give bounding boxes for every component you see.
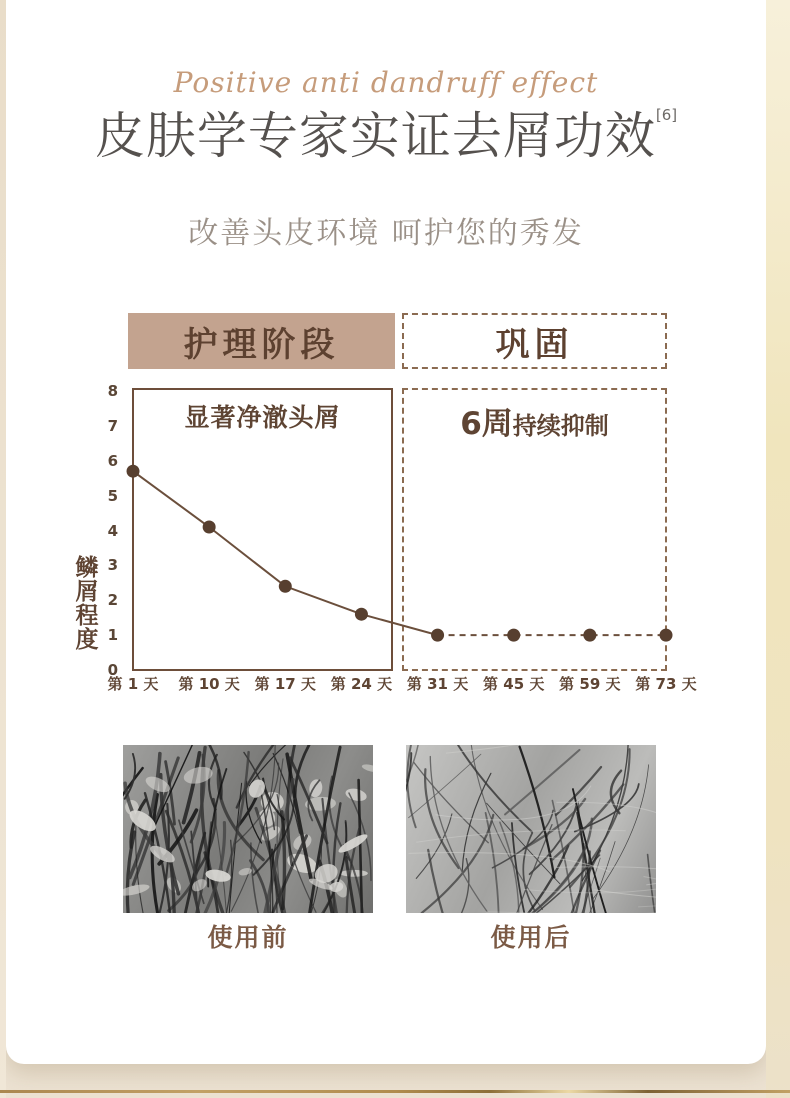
annotation-consolidate-rest: 持续抑制	[512, 412, 609, 440]
page-title: 皮肤学专家实证去屑功效	[94, 107, 656, 165]
title-row	[6, 106, 766, 166]
y-tick-label: 1	[107, 626, 118, 645]
title-footnote-marker: [6]	[655, 106, 678, 124]
right-edge-strip	[766, 0, 790, 1098]
x-tick-label: 第 17 天	[254, 675, 316, 693]
hair-stroke	[593, 765, 649, 899]
y-tick-label: 3	[107, 556, 118, 575]
page-subtitle: 改善头皮环境 呵护您的秀发	[188, 216, 584, 251]
scalp-photo-after-graphic	[406, 745, 656, 913]
y-tick-label: 0	[107, 661, 118, 679]
y-tick-label: 8	[107, 382, 118, 400]
phase-header-care-label: 护理阶段	[183, 324, 340, 365]
scalp-photo-after	[406, 745, 656, 913]
phase-header-care	[128, 313, 395, 369]
scalp-sheen-line	[594, 889, 656, 900]
scalp-sheen-line	[409, 853, 611, 872]
dandruff-flake	[361, 763, 373, 774]
y-tick-label: 2	[107, 591, 118, 610]
y-axis-title-char: 鳞	[75, 555, 99, 581]
x-tick-label: 第 31 天	[406, 675, 469, 693]
x-tick-label: 第 1 天	[107, 675, 159, 693]
hair-stroke	[486, 813, 499, 913]
hair-stroke	[575, 784, 639, 832]
scalp-photo-before-graphic	[123, 745, 373, 913]
hair-stroke	[209, 755, 217, 810]
x-tick-label: 第 73 天	[635, 675, 697, 693]
y-axis-title-char: 度	[75, 627, 99, 653]
phase-header-consolidate	[402, 313, 667, 369]
hair-stroke	[282, 812, 285, 909]
y-tick-label: 4	[107, 521, 118, 540]
y-tick-label: 5	[107, 486, 118, 505]
annotation-consolidate-weeks: 6周	[460, 406, 513, 442]
hair-stroke	[409, 754, 481, 818]
y-tick-label: 7	[107, 416, 118, 435]
x-tick-label: 第 24 天	[330, 675, 393, 693]
after-label: 使用后	[490, 923, 572, 952]
y-tick-label: 6	[107, 451, 118, 470]
x-tick-label: 第 45 天	[483, 675, 545, 693]
eyebrow-text: Positive anti dandruff effect	[173, 66, 599, 99]
annotation-consolidate	[402, 398, 667, 443]
y-axis-title-char: 程	[75, 603, 99, 629]
x-tick-label: 第 10 天	[178, 675, 240, 693]
x-tick-label: 第 59 天	[559, 675, 621, 693]
dandruff-flake	[344, 787, 368, 803]
hair-stroke	[505, 750, 579, 815]
annotation-care: 显著净澈头屑	[184, 403, 341, 432]
before-label: 使用前	[207, 923, 289, 952]
hair-stroke	[226, 752, 249, 875]
phase-header-consolidate-label: 巩固	[495, 324, 574, 365]
hair-stroke	[333, 803, 341, 913]
scalp-photo-before	[123, 745, 373, 913]
y-axis-title-char: 屑	[75, 579, 99, 605]
gold-divider-line	[0, 1090, 790, 1093]
hair-stroke	[471, 745, 542, 909]
